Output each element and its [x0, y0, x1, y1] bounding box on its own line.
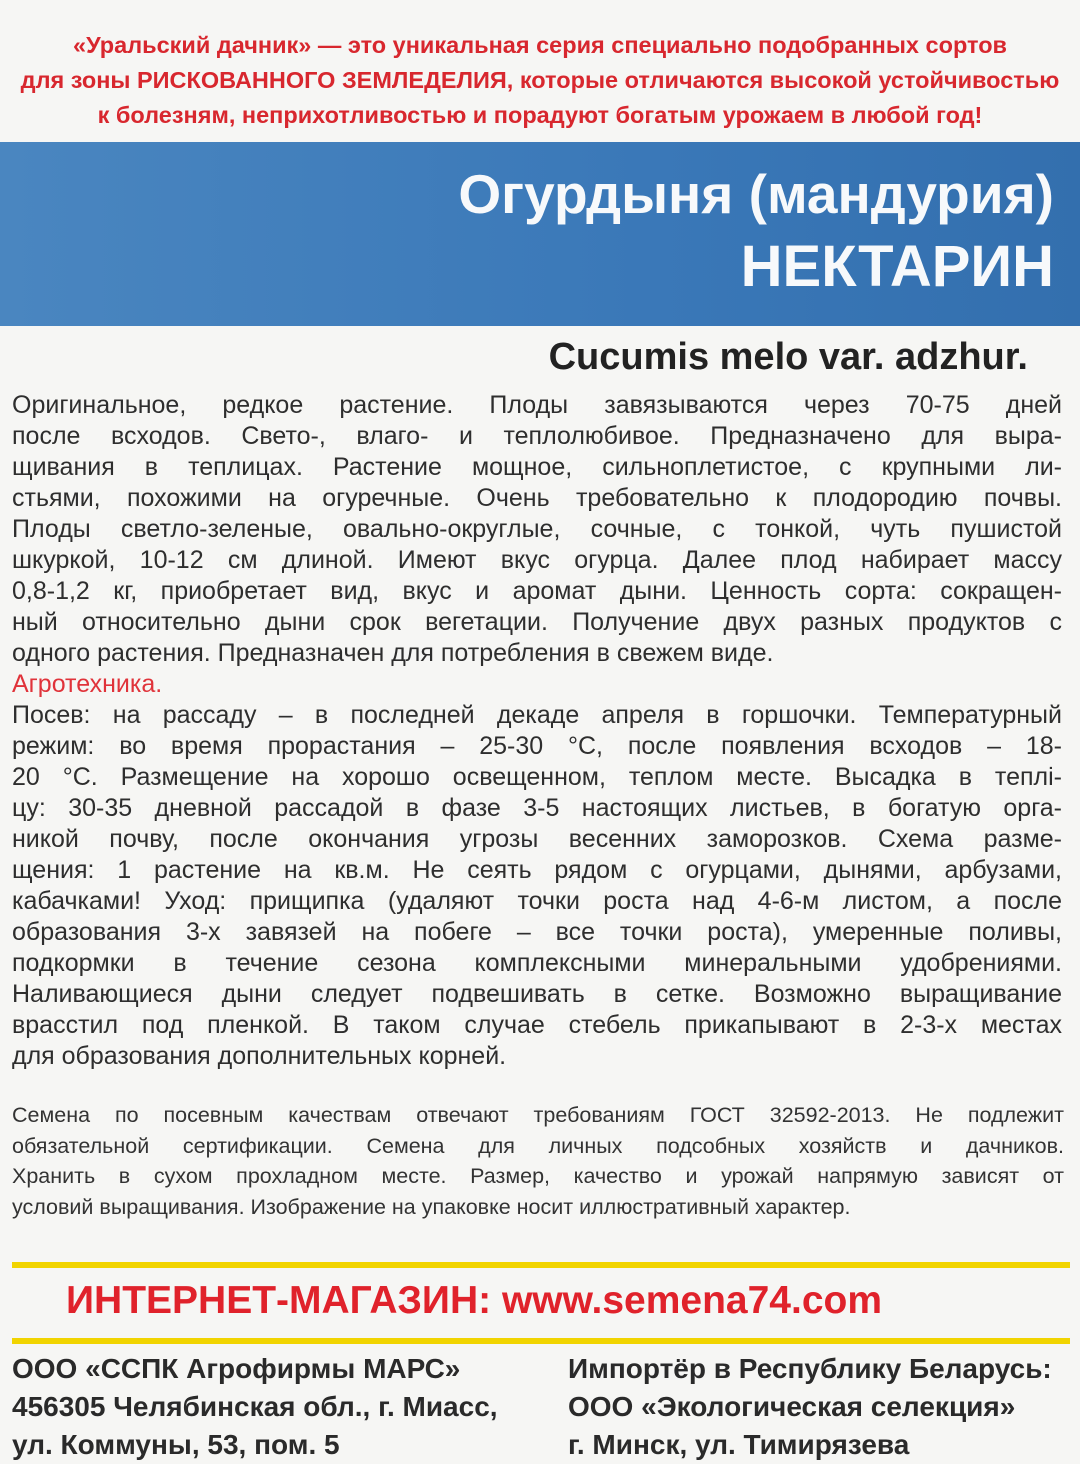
online-shop-link[interactable]: ИНТЕРНЕТ-МАГАЗИН: www.semena74.com	[66, 1279, 883, 1322]
agro-line: для образования дополнительных корней.	[12, 1042, 507, 1070]
intro-line: для зоны РИСКОВАННОГО ЗЕМЛЕДЕЛИЯ, которые отличаются высокой устойчивостью	[20, 67, 1060, 93]
description-line: Плоды светло-зеленые, овально-округлые, сочные, с тонкой, чуть пушистой	[12, 515, 1062, 543]
agro-line: кабачками! Уход: прищипка (удаляют точки роста над 4-6-м листом, а после	[12, 887, 1062, 915]
product-title: Огурдыня (мандурия)	[458, 163, 1054, 225]
latin-name: Cucumis melo var. adzhur.	[548, 336, 1028, 378]
legal-line: условий выращивания. Изображение на упаковке носит иллюстративный характер.	[12, 1194, 851, 1219]
description-line: шкуркой, 10-12 см длиной. Имеют вкус огурца. Далее плод набирает массу	[12, 546, 1062, 574]
agro-line: щения: 1 растение на кв.м. Не сеять рядом с огурцами, дынями, арбузами,	[12, 856, 1062, 884]
address-line: 456305 Челябинская обл., г. Миасс,	[12, 1391, 498, 1422]
legal-notice	[12, 1100, 1064, 1222]
agro-line: подкормки в течение сезона комплексными минеральными удобрениями.	[12, 949, 1062, 977]
description-line: Оригинальное, редкое растение. Плоды завязываются через 70-75 дней	[12, 391, 1062, 419]
agro-line: Посев: на рассаду – в последней декаде апреля в горшочки. Температурный	[12, 701, 1062, 729]
description-line: щивания в теплицах. Растение мощное, сильноплетистое, с крупными ли-	[12, 453, 1062, 481]
description-line: ный относительно дыни срок вегетации. Получение двух разных продуктов с	[12, 608, 1062, 636]
intro-line: к болезням, неприхотливостью и порадуют богатым урожаем в любой год!	[97, 102, 983, 128]
address-line: ул. Коммуны, 53, пом. 5	[12, 1429, 340, 1460]
description-block	[12, 390, 1062, 1072]
legal-line: Семена по посевным качествам отвечают требованиям ГОСТ 32592-2013. Не подлежит	[12, 1103, 1064, 1127]
agro-heading: Агротехника.	[12, 670, 163, 698]
description-line: стьями, похожими на огуречные. Очень требовательно к плодородию почвы.	[12, 484, 1062, 512]
agro-line: режим: во время прорастания – 25-30 °С, после появления всходов – 18-	[12, 732, 1062, 760]
description-line: после всходов. Свето-, влаго- и теплолюбивое. Предназначено для выра-	[12, 422, 1062, 450]
legal-line: обязательной сертификации. Семена для личных подсобных хозяйств и дачников.	[12, 1133, 1064, 1158]
producer-address	[12, 1350, 498, 1464]
address-line: ООО «Экологическая селекция»	[568, 1391, 1016, 1422]
title-banner	[0, 142, 1080, 326]
description-line: одного растения. Предназначен для потребления в свежем виде.	[12, 639, 774, 667]
agro-line: 20 °С. Размещение на хорошо освещенном, теплом месте. Высадка в теплі-	[12, 763, 1062, 791]
address-line: ООО «ССПК Агрофирмы МАРС»	[12, 1353, 461, 1384]
address-line: г. Минск, ул. Тимирязева	[568, 1429, 910, 1460]
online-shop-banner	[12, 1262, 1070, 1344]
intro-text	[0, 28, 1080, 133]
agro-line: цу: 30-35 дневной рассадой в фазе 3-5 настоящих листьев, в богатую орга-	[12, 794, 1062, 822]
legal-line: Хранить в сухом прохладном месте. Размер, качество и урожай напрямую зависят от	[12, 1164, 1064, 1188]
address-line: Импортёр в Республику Беларусь:	[568, 1353, 1052, 1384]
agro-line: Наливающиеся дыни следует подвешивать в сетке. Возможно выращивание	[12, 980, 1062, 1008]
intro-line: «Уральский дачник» — это уникальная серия специально подобранных сортов	[73, 32, 1007, 58]
agro-line: врасстил под пленкой. В таком случае стебель прикапывают в 2-3-х местах	[12, 1011, 1062, 1039]
agro-line: образования 3-х завязей на побеге – все точки роста), умеренные поливы,	[12, 918, 1062, 946]
importer-address	[568, 1350, 1052, 1464]
agro-line: никой почву, после окончания угрозы весенних заморозков. Схема разме-	[12, 825, 1062, 853]
description-line: 0,8-1,2 кг, приобретает вид, вкус и аромат дыни. Ценность сорта: сокращен-	[12, 577, 1062, 605]
variety-name: НЕКТАРИН	[740, 234, 1054, 299]
